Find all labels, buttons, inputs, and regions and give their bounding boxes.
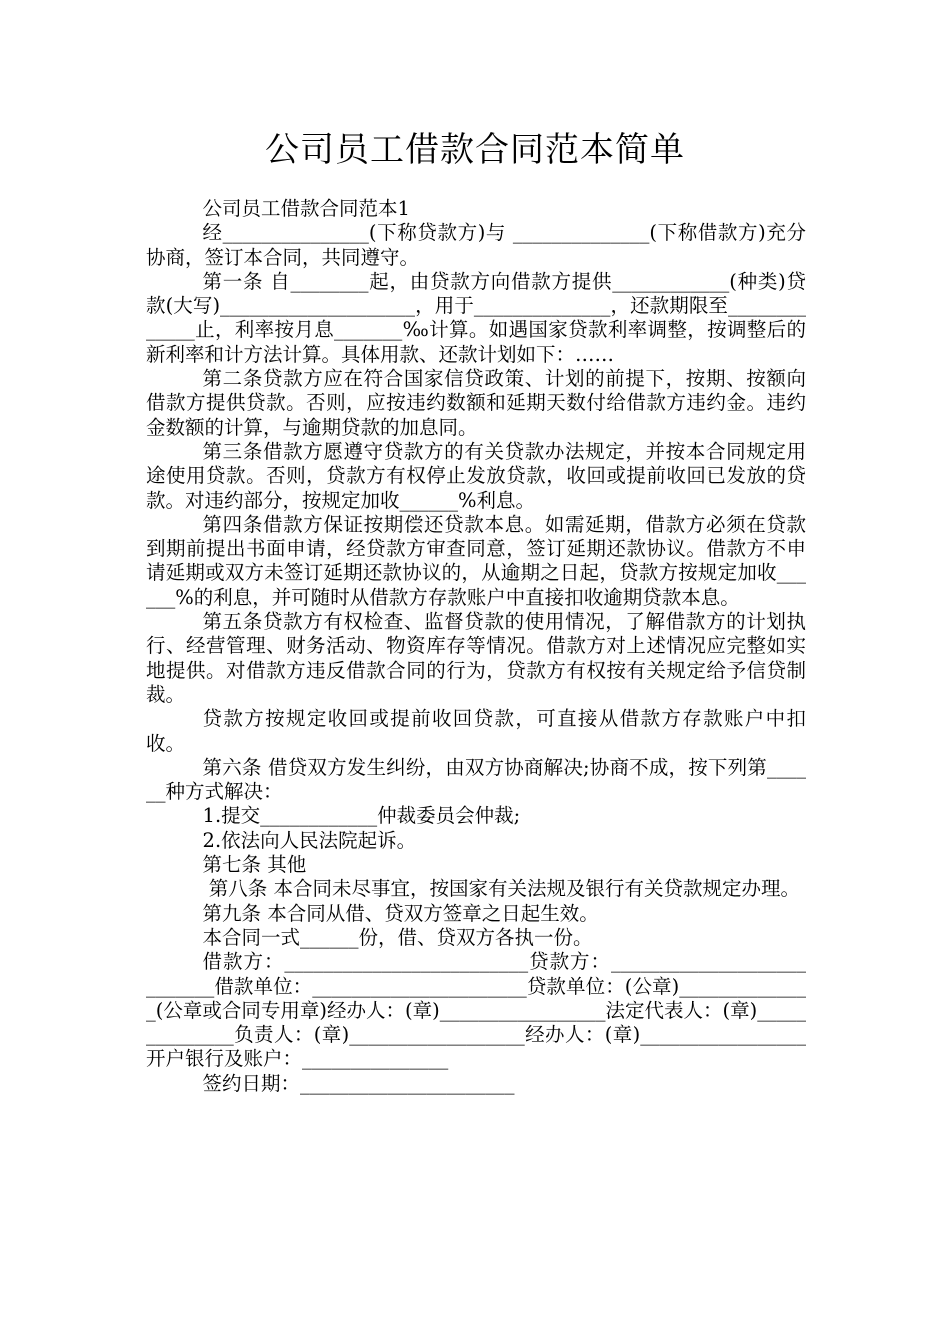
article-1-paragraph: 第一条 自________起，由贷款方向借款方提供____________(种类)贷款(大写)____________________，用于______________，还款期限至_____________止，利率按月息_______‰计算。如遇国家贷款利率调整，按调整后的新利率和计方法计算。具体用款、还款计划如下：…… <box>146 269 806 366</box>
article-6-option-2: 2.依法向人民法院起诉。 <box>202 828 417 852</box>
article-4-paragraph: 第四条借款方保证按期偿还贷款本息。如需延期，借款方必须在贷款到期前提出书面申请，经贷款方审查同意，签订延期还款协议。借款方不申请延期或双方未签订延期还款协议的，从逾期之日起，贷款方按规定加收______%的利息，并可随时从借款方存款账户中直接扣收逾期贷款本息。 <box>146 512 806 609</box>
article-6-paragraph: 第六条 借贷双方发生纠纷，由双方协商解决;协商不成，按下列第______种方式解决： <box>146 755 806 804</box>
subtitle: 公司员工借款合同范本1 <box>202 197 410 220</box>
article-9-paragraph: 第九条 本合同从借、贷双方签章之日起生效。 <box>202 901 599 925</box>
article-5-continued-paragraph: 贷款方按规定收回或提前收回贷款，可直接从借款方存款账户中扣收。 <box>146 707 806 755</box>
document-body <box>146 197 806 1096</box>
article-5-paragraph: 第五条贷款方有权检查、监督贷款的使用情况，了解借款方的计划执行、经营管理、财务活动、物资库存等情况。借款方对上述情况应完整如实地提供。对借款方违反借款合同的行为，贷款方有权按有关规定给予信贷制裁。 <box>146 610 806 706</box>
preamble-paragraph: 经_______________(下称贷款方)与 ______________(下称借款方)充分协商，签订本合同，共同遵守。 <box>146 221 806 269</box>
article-6-option-1: 1.提交____________仲裁委员会仲裁; <box>202 804 521 828</box>
article-8-paragraph: 第八条 本合同未尽事宜，按国家有关法规及银行有关贷款规定办理。 <box>202 877 800 901</box>
article-7-paragraph: 第七条 其他 <box>202 853 307 877</box>
signature-block: 借款方：_________________________贷款方：___________________________借款单位：______________________贷款单位：(公章)______________(公章或合同专用章)经办人：(章)_________________法定代表人：(章)______________负责人：(章)__________________经办人：(章)_________________开户银行及账户：_______________ <box>146 950 806 1071</box>
article-3-paragraph: 第三条借款方愿遵守贷款方的有关贷款办法规定，并按本合同规定用途使用贷款。否则，贷款方有权停止发放贷款，收回或提前收回已发放的贷款。对违约部分，按规定加收______%利息。 <box>146 439 806 512</box>
copies-paragraph: 本合同一式______份，借、贷双方各执一份。 <box>202 925 593 949</box>
page-title: 公司员工借款合同范本简单 <box>265 130 685 170</box>
signing-date: 签约日期：______________________ <box>202 1071 515 1095</box>
article-2-paragraph: 第二条贷款方应在符合国家信贷政策、计划的前提下，按期、按额向借款方提供贷款。否则，应按违约数额和延期天数付给借款方违约金。违约金数额的计算，与逾期贷款的加息同。 <box>146 367 806 439</box>
